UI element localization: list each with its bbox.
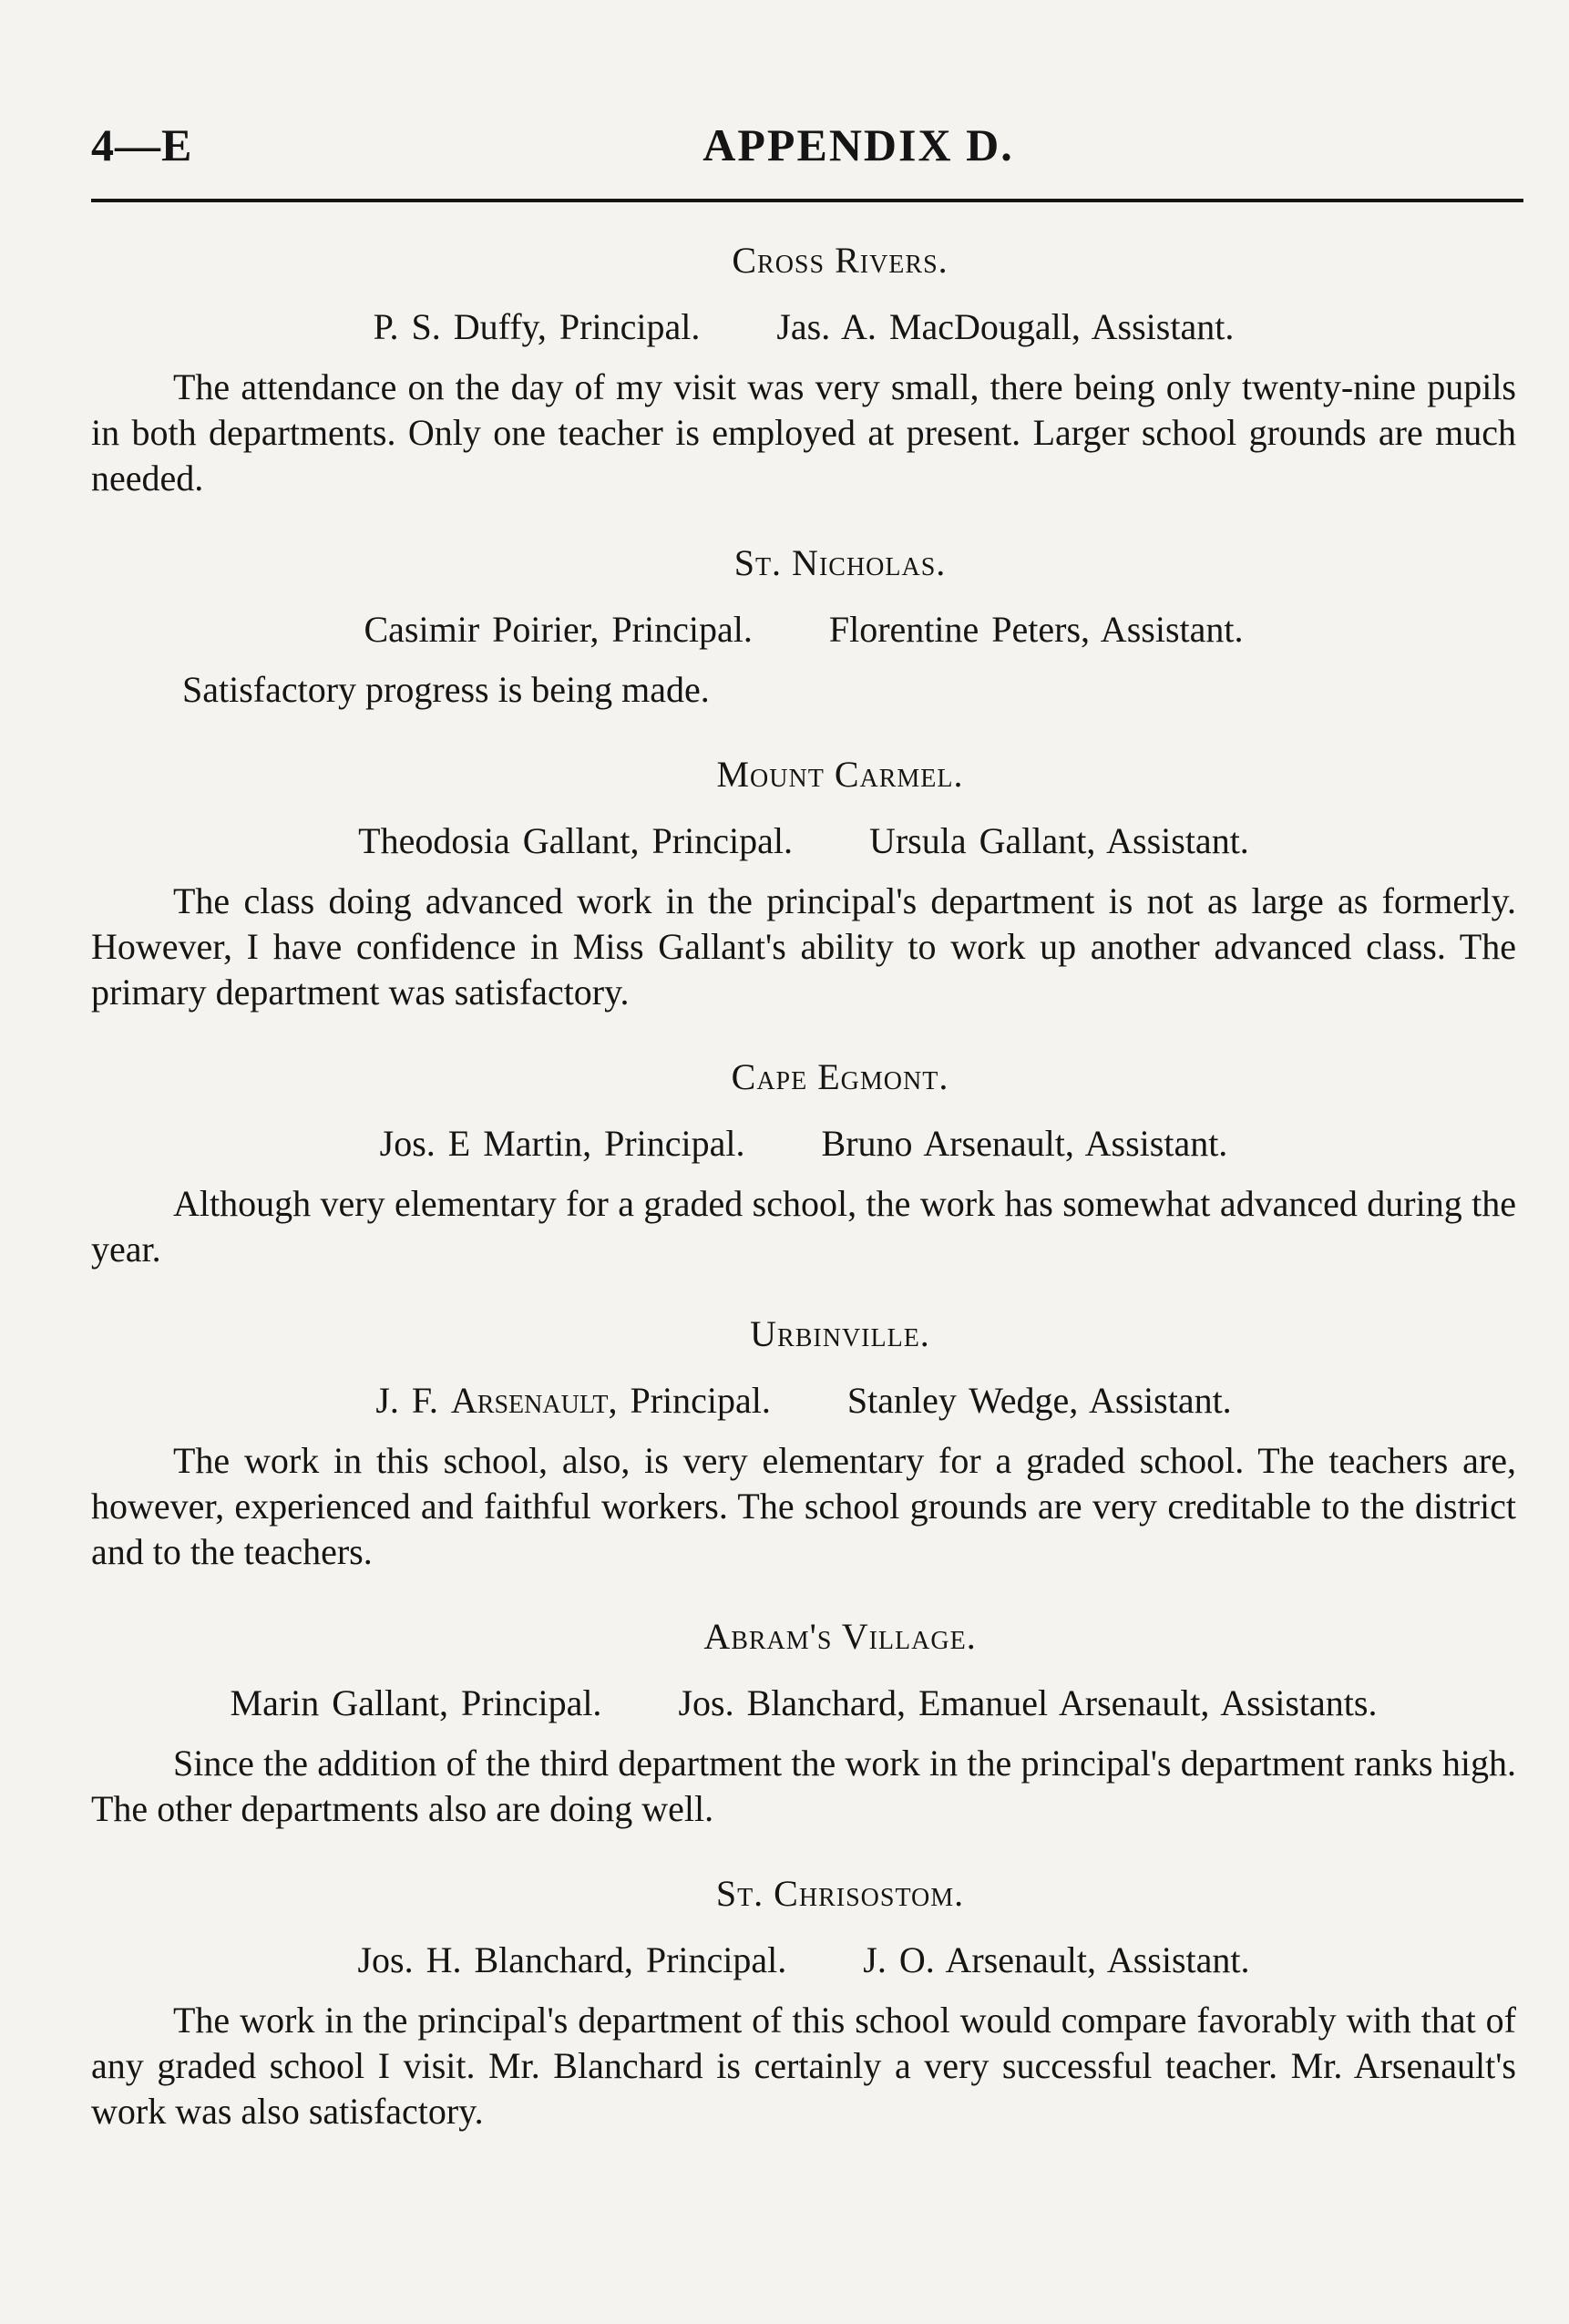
assistant-name: Stanley Wedge, Assistant. xyxy=(846,1380,1232,1421)
school-name: St. Nicholas. xyxy=(733,542,947,583)
page-header xyxy=(91,118,1516,182)
school-report: The attendance on the day of my visit was very small, there being only twenty-nine pupils in both departments. Only one teacher is employed at present. Larger school grounds are much needed. xyxy=(91,366,1516,499)
school-report: The class doing advanced work in the principal's department is not as large as formerly. However, I have confidence in Miss Gallant's ability to work up another advanced class. The primary department was satisfactory. xyxy=(91,880,1516,1013)
school-section-cross-rivers xyxy=(91,239,1516,501)
school-report: Although very elementary for a graded school, the work has somewhat advanced during the year. xyxy=(91,1183,1516,1270)
staff-line xyxy=(91,1379,1516,1422)
page-number: 4—E xyxy=(91,119,193,170)
school-reports xyxy=(91,202,1516,2134)
school-section-cape-egmont xyxy=(91,1055,1516,1272)
principal-initials: J. F. xyxy=(375,1380,438,1421)
school-name: Urbinville. xyxy=(750,1313,930,1354)
school-report: Since the addition of the third department the work in the principal's department ranks high. The other departments also are doing well. xyxy=(91,1743,1516,1829)
staff-line xyxy=(91,1681,1516,1724)
school-report: The work in the principal's department of this school would compare favorably with that of any graded school I visit. Mr. Blanchard is certainly a very successful teacher. Mr. Arsenault's work was also satisfactory. xyxy=(91,2000,1516,2132)
school-name: Abram's Village. xyxy=(703,1616,977,1657)
school-name: St. Chrisostom. xyxy=(715,1873,965,1914)
principal-name: Jos. H. Blanchard, Principal. xyxy=(357,1939,787,1980)
school-section-st-chrisostom xyxy=(91,1872,1516,2134)
running-title: APPENDIX D. xyxy=(702,119,1014,170)
school-section-st-nicholas xyxy=(91,541,1516,713)
principal-role: , Principal. xyxy=(608,1380,771,1421)
staff-line xyxy=(91,1122,1516,1165)
school-name: Cape Egmont. xyxy=(731,1056,949,1097)
assistant-name: Jas. A. MacDougall, Assistant. xyxy=(776,306,1235,347)
school-report: Satisfactory progress is being made. xyxy=(182,669,710,710)
school-section-mount-carmel xyxy=(91,753,1516,1015)
assistant-name: Bruno Arsenault, Assistant. xyxy=(821,1123,1228,1164)
school-name: Cross Rivers. xyxy=(732,240,949,281)
principal-name: P. S. Duffy, Principal. xyxy=(373,306,701,347)
assistant-name: Florentine Peters, Assistant. xyxy=(828,609,1244,650)
principal-name: Theodosia Gallant, Principal. xyxy=(358,820,793,861)
principal-name: Marin Gallant, Principal. xyxy=(230,1682,602,1723)
principal-name: Jos. E Martin, Principal. xyxy=(379,1123,745,1164)
assistant-name: Jos. Blanchard, Emanuel Arsenault, Assistants. xyxy=(678,1682,1378,1723)
assistant-name: Ursula Gallant, Assistant. xyxy=(868,820,1249,861)
staff-line xyxy=(91,819,1516,862)
assistant-name: J. O. Arsenault, Assistant. xyxy=(863,1939,1250,1980)
school-report: The work in this school, also, is very elementary for a graded school. The teachers are, however, experienced and faithful workers. The school grounds are very creditable to the district and to the teachers. xyxy=(91,1440,1516,1572)
staff-line xyxy=(91,608,1516,651)
staff-line xyxy=(91,1938,1516,1981)
staff-line xyxy=(91,305,1516,348)
school-section-urbinville xyxy=(91,1312,1516,1575)
principal-surname: Arsenault xyxy=(450,1380,609,1421)
school-name: Mount Carmel. xyxy=(716,754,964,795)
school-section-abrams-village xyxy=(91,1615,1516,1832)
principal-name: Casimir Poirier, Principal. xyxy=(364,609,753,650)
